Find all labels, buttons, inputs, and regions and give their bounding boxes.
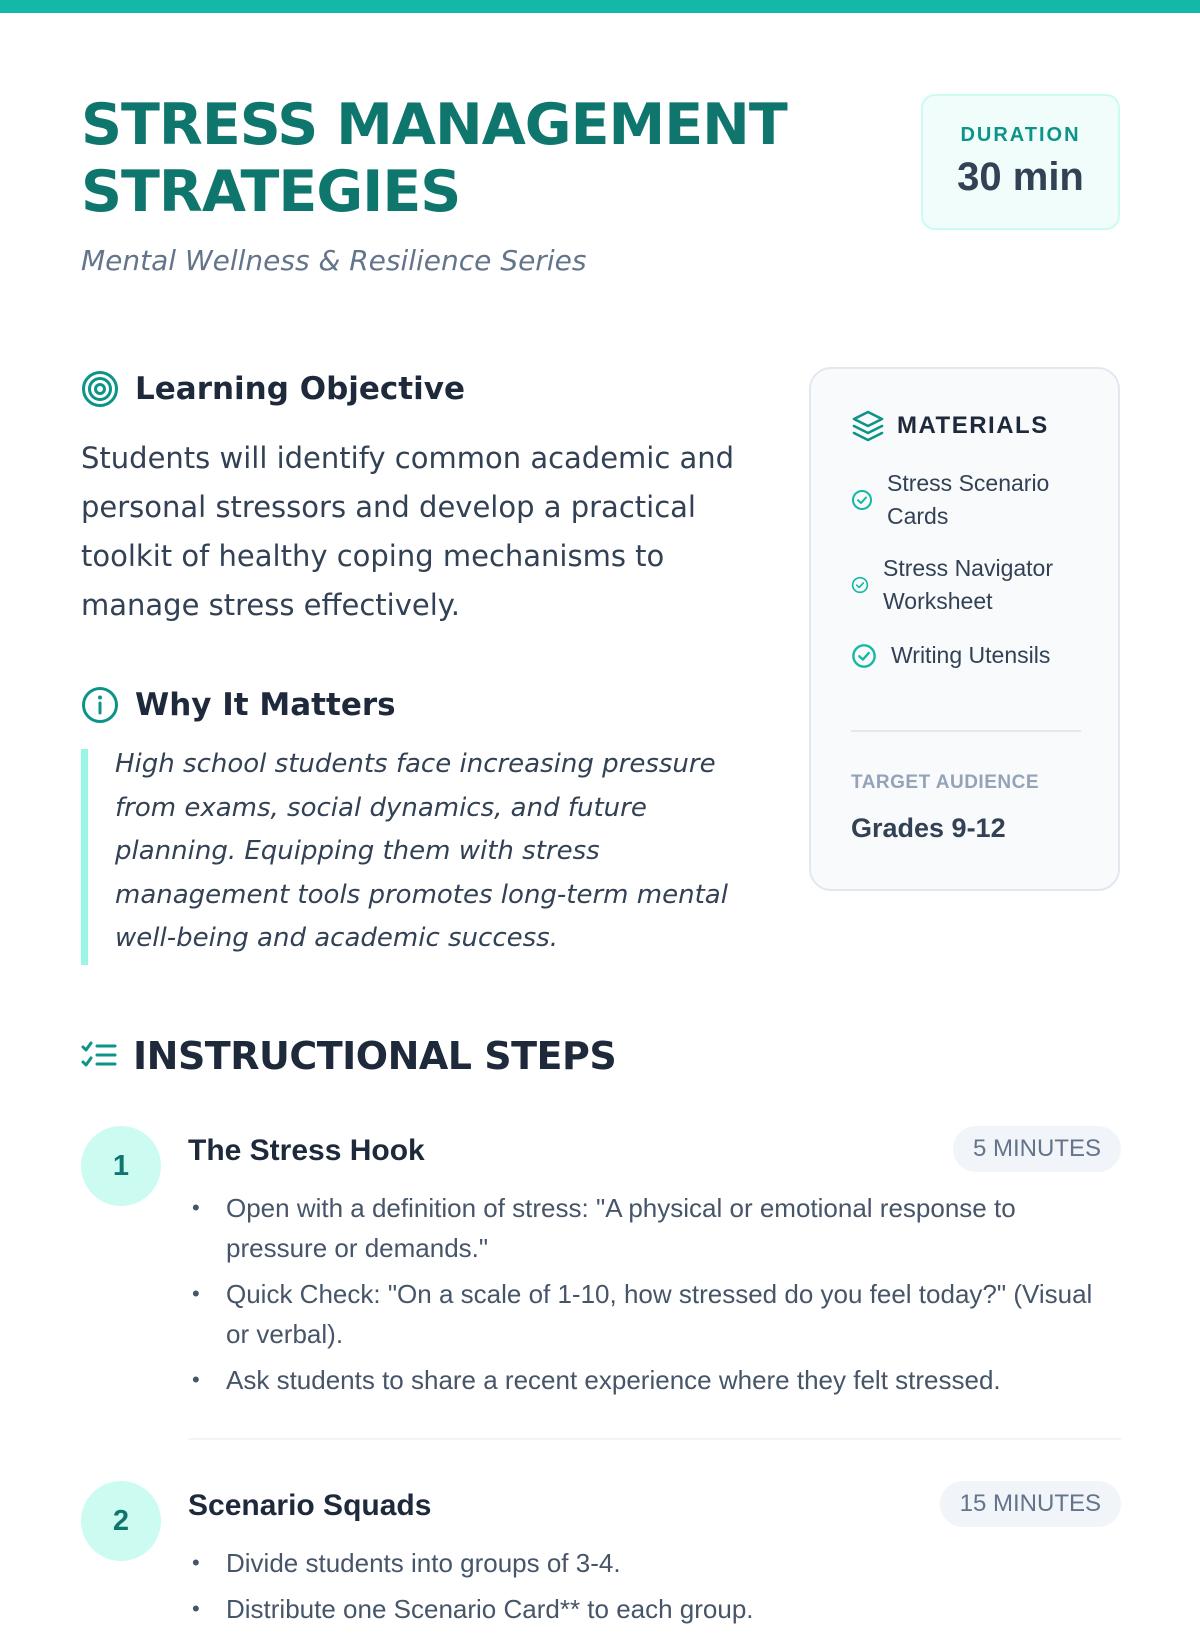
target-audience-value: Grades 9-12 [851, 813, 1006, 843]
step-bullet-list [188, 1188, 1113, 1406]
why-it-matters-text: High school students face increasing pressure from exams, social dynamics, and future planning. Equipping them with stress management tools promotes long-term mental well-being and academic success. [115, 749, 728, 953]
top-accent-bar [0, 0, 1200, 13]
step-bullet: • Ask students to share a recent experience where they felt stressed. [188, 1360, 1113, 1400]
duration-value: 30 min [957, 155, 1084, 199]
step-bullet-list [188, 1543, 1113, 1635]
duration-badge [921, 94, 1120, 230]
step-bullet: • Distribute one Scenario Card** to each group. [188, 1589, 1113, 1629]
materials-heading [851, 409, 1049, 443]
learning-objective-title: Learning Objective [135, 371, 465, 407]
why-it-matters-quote [81, 749, 761, 965]
step-divider [188, 1438, 1121, 1440]
materials-item [851, 639, 1050, 672]
layers-icon [851, 409, 885, 443]
learning-objective-heading [81, 370, 465, 408]
materials-divider [851, 730, 1081, 732]
materials-card [809, 367, 1120, 891]
info-icon [81, 686, 119, 724]
step-duration-badge: 5 MINUTES [953, 1126, 1121, 1172]
target-icon [81, 370, 119, 408]
check-circle-icon [851, 576, 869, 594]
page-header [81, 92, 881, 277]
why-it-matters-title: Why It Matters [135, 687, 396, 723]
step-number: 1 [81, 1126, 161, 1206]
materials-item-label: Writing Utensils [891, 642, 1051, 668]
materials-item-label: Stress Scenario Cards [887, 470, 1050, 529]
step-bullet: • Divide students into groups of 3-4. [188, 1543, 1113, 1583]
step-title: Scenario Squads [188, 1489, 432, 1522]
instructional-steps-title: INSTRUCTIONAL STEPS [133, 1034, 617, 1078]
page-title-line-2: STRATEGIES [81, 159, 461, 225]
step-bullet: • Open with a definition of stress: "A physical or emotional response to pressure or demands." [188, 1188, 1113, 1268]
page-title-line-1: STRESS MANAGEMENT [81, 92, 787, 158]
check-circle-icon [851, 489, 873, 511]
checklist-icon [81, 1040, 117, 1072]
step-title: The Stress Hook [188, 1134, 425, 1167]
step-number: 2 [81, 1481, 161, 1561]
materials-item-label: Stress Navigator Worksheet [883, 555, 1054, 614]
page-subtitle: Mental Wellness & Resilience Series [81, 244, 587, 277]
learning-objective-text: Students will identify common academic and personal stressors and develop a practical toolkit of healthy coping mechanisms to manage stress effectively. [81, 441, 735, 622]
step-bullet: • Quick Check: "On a scale of 1-10, how stressed do you feel today?" (Visual or verbal). [188, 1274, 1113, 1354]
instructional-steps-heading [81, 1034, 616, 1078]
why-it-matters-heading [81, 686, 396, 724]
materials-title: MATERIALS [897, 412, 1049, 439]
step-duration-badge: 15 MINUTES [940, 1481, 1121, 1527]
check-circle-icon [851, 643, 877, 669]
materials-item [851, 467, 1077, 533]
page-title [81, 92, 881, 226]
duration-label: DURATION [960, 124, 1081, 146]
target-audience-label: TARGET AUDIENCE [851, 772, 1039, 793]
materials-item [851, 552, 1083, 618]
